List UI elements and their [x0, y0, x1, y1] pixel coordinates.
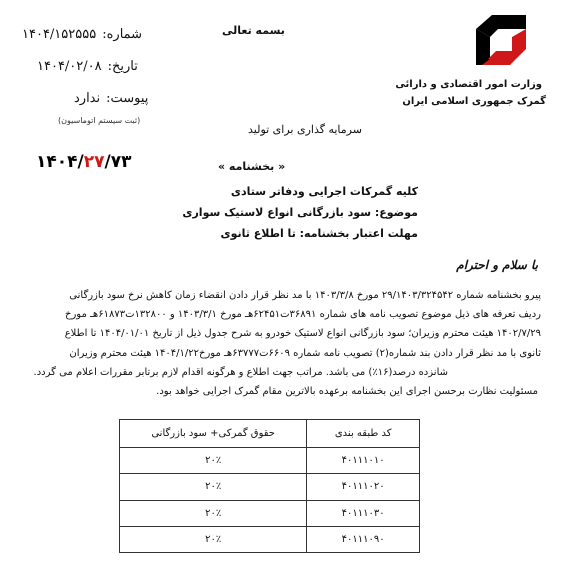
basmala: بسمه تعالی	[222, 24, 285, 37]
letter-attachment-label: پیوست:	[106, 91, 149, 106]
stamp-part-2: ۲۷	[83, 152, 105, 172]
slogan: سرمایه گذاری برای تولید	[248, 123, 362, 136]
tariff-rate-cell: ۲۰٪	[120, 500, 307, 526]
salutation: با سلام و احترام	[456, 258, 538, 272]
column-header-rate: حقوق گمرکی+ سود بازرگانی	[120, 420, 307, 448]
circular-number-stamp	[36, 152, 131, 172]
tariff-rate-cell: ۲۰٪	[120, 474, 307, 500]
ministry-name: وزارت امور اقتصادی و دارائی	[395, 79, 542, 90]
body-line: پیرو بخشنامه شماره ۲۹/۱۴۰۳/۳۲۴۵۴۲ مورخ ۱۴۰۳/۳/۸ با مد نظر قرار دادن انقضاء زمان کاهش نرخ سود بازرگانی	[69, 290, 541, 301]
body-line: ۱۴۰۲/۷/۲۹ هیئت محترم وزیران؛ سود بازرگانی انواع لاستیک خودرو به شرح جدول ذیل از تاریخ ۱۴۰۴/۰۱/۰۱ تا اطلاع	[64, 328, 541, 339]
tariff-rate-cell: ۲۰٪	[120, 526, 307, 552]
body-line: شانزده درصد(۱۶٪) می باشد. مراتب جهت اطلاع و هرگونه اقدام لازم برتابر مقررات اعلام می گردد.	[33, 367, 448, 378]
body-line: مسئولیت نظارت برحسن اجرای این بخشنامه برعهده بالاترین مقام گمرک اجرایی خواهد بود.	[156, 386, 538, 397]
letter-date-value: ۱۴۰۴/۰۲/۰۸	[37, 59, 102, 74]
subject: موضوع: سود بازرگانی انواع لاستیک سواری	[182, 206, 418, 219]
system-note: (ثبت سیستم اتوماسیون)	[58, 116, 141, 125]
customs-name: گمرک جمهوری اسلامی ایران	[402, 96, 546, 107]
tariff-code-cell: ۴۰۱۱۱۰۹۰	[307, 526, 420, 552]
stamp-part-3: /۷۳	[104, 152, 132, 172]
tariff-rate-cell: ۲۰٪	[120, 448, 307, 474]
validity-period: مهلت اعتبار بخشنامه: تا اطلاع ثانوی	[220, 227, 418, 240]
tariff-code-cell: ۴۰۱۱۱۰۲۰	[307, 474, 420, 500]
table-row	[120, 448, 420, 474]
stamp-part-1: ۱۴۰۴/	[36, 152, 84, 172]
body-line: ثانوی با مد نظر قرار دادن بند شماره(۲) تصویب نامه شماره ۶۶۰۹ت۶۳۷۷۷هـ مورخ۱۴۰۴/۱/۲۲ هیئت محترم وزیران	[69, 348, 541, 359]
table-row	[120, 500, 420, 526]
tariff-table	[119, 419, 420, 553]
document-title: « بخشنامه »	[218, 160, 286, 173]
addressee: کلیه گمرکات اجرایی ودفاتر ستادی	[230, 185, 418, 198]
table-row	[120, 526, 420, 552]
table-row	[120, 474, 420, 500]
letter-attachment	[74, 91, 148, 106]
tariff-code-cell: ۴۰۱۱۱۰۱۰	[307, 448, 420, 474]
table-header-row	[120, 420, 420, 448]
letter-number-label: شماره:	[102, 27, 143, 42]
letter-number	[22, 27, 142, 42]
customs-emblem-icon	[470, 15, 532, 73]
letter-number-value: ۱۴۰۴/۱۵۲۵۵۵	[22, 27, 97, 42]
column-header-code: کد طبقه بندی	[307, 420, 420, 448]
tariff-code-cell: ۴۰۱۱۱۰۳۰	[307, 500, 420, 526]
letter-attachment-value: ندارد	[74, 91, 101, 106]
body-line: ردیف تعرفه های ذیل موضوع تصویب نامه های شماره ۳۶۸۹۱ت۶۲۴۵۱هـ مورخ ۱۴۰۳/۳/۱ و ۱۳۲۸۰۰ت۶۱۸۷۳هـ مورخ	[65, 309, 541, 320]
letter-date	[37, 59, 138, 74]
letter-date-label: تاریخ:	[107, 59, 138, 74]
